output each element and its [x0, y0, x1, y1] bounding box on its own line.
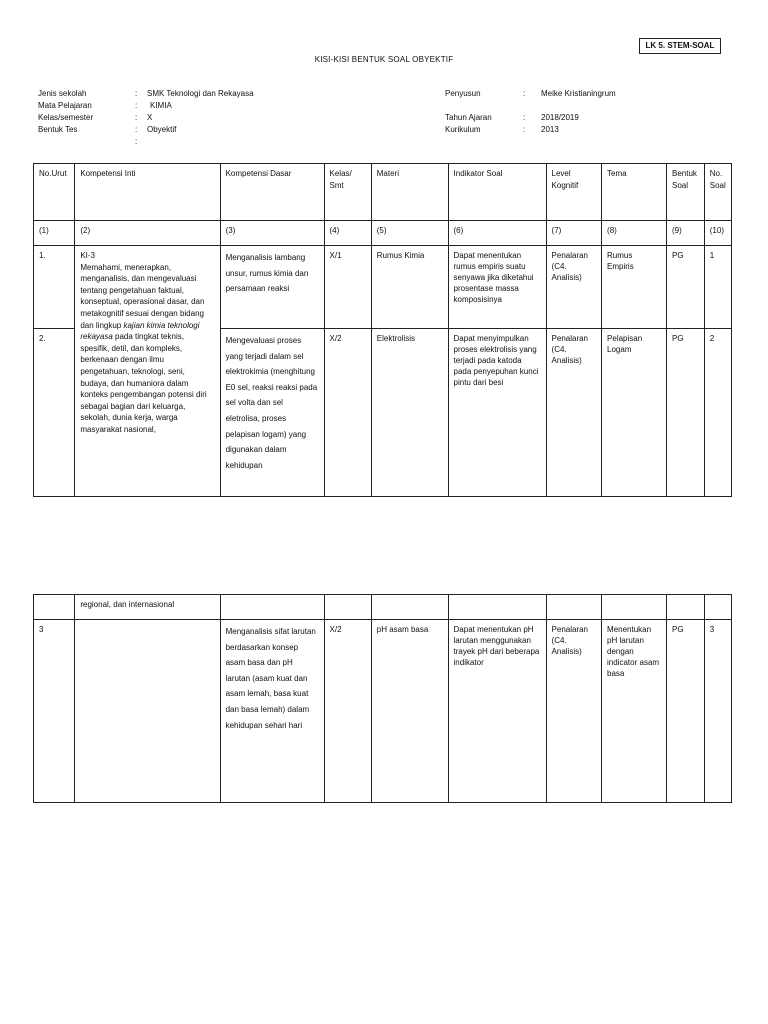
numbering-cell: (9) — [666, 221, 704, 246]
bentuk-cell: PG — [666, 329, 704, 497]
meta-colon: : — [523, 89, 526, 98]
numbering-cell: (4) — [324, 221, 371, 246]
meta-value: 2018/2019 — [541, 113, 579, 122]
meta-row — [445, 112, 616, 124]
empty-cell — [75, 620, 220, 803]
empty-cell — [324, 595, 371, 620]
meta-label — [38, 136, 135, 148]
materi-cell: pH asam basa — [371, 620, 448, 803]
meta-label: Penyusun — [445, 89, 481, 98]
meta-value: X — [147, 113, 153, 122]
header-cell: Kompetensi Dasar — [220, 164, 324, 221]
table-row — [34, 246, 732, 329]
row-number: 1. — [34, 246, 75, 329]
numbering-cell: (8) — [602, 221, 667, 246]
empty-cell — [704, 595, 731, 620]
meta-row — [445, 124, 616, 136]
meta-colon: : — [135, 113, 138, 122]
meta-row — [38, 100, 254, 112]
meta-value: KIMIA — [150, 101, 172, 110]
header-cell: Level Kognitif — [546, 164, 602, 221]
kelas-cell: X/2 — [324, 329, 371, 497]
header-cell: Kelas/ Smt — [324, 164, 371, 221]
numbering-cell: (10) — [704, 221, 731, 246]
meta-right — [445, 88, 616, 136]
meta-value: Obyektif — [147, 125, 177, 134]
empty-cell — [220, 595, 324, 620]
meta-colon: : — [135, 137, 138, 146]
nomor-cell: 3 — [704, 620, 731, 803]
numbering-cell: (6) — [448, 221, 546, 246]
meta-row — [445, 88, 616, 100]
tema-cell: Pelapisan Logam — [602, 329, 667, 497]
meta-label — [445, 100, 523, 112]
empty-cell — [546, 595, 602, 620]
kelas-cell: X/1 — [324, 246, 371, 329]
kisi-kisi-table-continued — [33, 594, 732, 803]
indikator-cell: Dapat menentukan pH larutan menggunakan trayek pH dari beberapa indikator — [448, 620, 546, 803]
empty-cell — [371, 595, 448, 620]
nomor-cell: 2 — [704, 329, 731, 497]
numbering-row — [34, 221, 732, 246]
header-cell: Kompetensi Inti — [75, 164, 220, 221]
kompetensi-dasar-cell: Menganalisis lambang unsur, rumus kimia dan persamaan reaksi — [220, 246, 324, 329]
meta-label: Kelas/semester — [38, 113, 94, 122]
meta-colon: : — [523, 113, 526, 122]
table-row — [34, 620, 732, 803]
meta-colon: : — [523, 125, 526, 134]
numbering-cell: (5) — [371, 221, 448, 246]
empty-cell — [666, 595, 704, 620]
indikator-cell: Dapat menentukan rumus empiris suatu senyawa jika diketahui prosentase massa komposisinya — [448, 246, 546, 329]
header-cell: Bentuk Soal — [666, 164, 704, 221]
tema-cell: Menentukan pH larutan dengan indicator asam basa — [602, 620, 667, 803]
tema-cell: Rumus Empiris — [602, 246, 667, 329]
header-cell: Indikator Soal — [448, 164, 546, 221]
meta-row — [38, 136, 254, 148]
kompetensi-inti-cell — [75, 246, 220, 497]
meta-left — [38, 88, 254, 148]
numbering-cell: (3) — [220, 221, 324, 246]
kelas-cell: X/2 — [324, 620, 371, 803]
meta-row — [38, 88, 254, 100]
row-number: 2. — [34, 329, 75, 497]
kompetensi-inti-text — [80, 250, 214, 436]
numbering-cell: (2) — [75, 221, 220, 246]
meta-colon: : — [135, 125, 138, 134]
meta-label: Mata Pelajaran — [38, 101, 92, 110]
ki-text-a: Memahami, menerapkan, menganalisis, dan mengevaluasi tentang pengetahuan faktual, konseptual, operasional dasar, dan metakognitif sesuai dengan bidang dan lingkup — [80, 262, 205, 330]
meta-colon: : — [135, 89, 138, 98]
meta-label: Tahun Ajaran — [445, 113, 492, 122]
continuation-row — [34, 595, 732, 620]
header-cell: No.Urut — [34, 164, 75, 221]
kompetensi-dasar-cell: Menganalisis sifat larutan berdasarkan konsep asam basa dan pH larutan (asam kuat dan asam lemah, basa kuat dan basa lemah) dalam kehidupan sehari hari — [220, 620, 324, 803]
meta-row — [445, 100, 616, 112]
numbering-cell: (7) — [546, 221, 602, 246]
meta-label: Kurikulum — [445, 125, 481, 134]
kompetensi-inti-continuation: regional, dan internasional — [75, 595, 220, 620]
header-cell: Materi — [371, 164, 448, 221]
meta-row — [38, 112, 254, 124]
meta-colon — [523, 100, 541, 112]
meta-value: Meike Kristianingrum — [541, 89, 616, 98]
materi-cell: Rumus Kimia — [371, 246, 448, 329]
empty-cell — [602, 595, 667, 620]
meta-value: SMK Teknologi dan Rekayasa — [147, 89, 254, 98]
header-row — [34, 164, 732, 221]
meta-colon: : — [135, 101, 138, 110]
level-cell: Penalaran (C4. Analisis) — [546, 329, 602, 497]
bentuk-cell: PG — [666, 246, 704, 329]
empty-cell — [34, 595, 75, 620]
numbering-cell: (1) — [34, 221, 75, 246]
indikator-cell: Dapat menyimpulkan proses elektrolisis yang terjadi pada katoda pada penyepuhan kunci pintu dari besi — [448, 329, 546, 497]
ki-text-b: pada tingkat teknis, spesifik, detil, dan kompleks, berkenaan dengan ilmu pengetahuan, teknologi, seni, budaya, dan humaniora dalam konteks pengembangan potensi diri sebagai bagian dari keluarga, sekolah, dunia kerja, warga masyarakat nasional, — [80, 332, 207, 434]
kisi-kisi-table — [33, 163, 732, 497]
materi-cell: Elektrolisis — [371, 329, 448, 497]
bentuk-cell: PG — [666, 620, 704, 803]
ki-text-italic: kajian kimia teknologi rekayasa — [80, 320, 200, 342]
header-cell: No. Soal — [704, 164, 731, 221]
document-title: KISI-KISI BENTUK SOAL OBYEKTIF — [314, 55, 454, 64]
header-cell: Tema — [602, 164, 667, 221]
level-cell: Penalaran (C4. Analisis) — [546, 246, 602, 329]
level-cell: Penalaran (C4. Analisis) — [546, 620, 602, 803]
meta-row — [38, 124, 254, 136]
meta-label: Jenis sekolah — [38, 89, 87, 98]
kompetensi-dasar-cell: Mengevaluasi proses yang terjadi dalam sel elektrokimia (menghitung E0 sel, reaksi reaksi pada sel volta dan sel eletrolisa, proses pelapisan logam) yang digunakan dalam kehidupan — [220, 329, 324, 497]
page-tag: LK 5. STEM-SOAL — [639, 38, 721, 54]
meta-value: 2013 — [541, 125, 559, 134]
empty-cell — [448, 595, 546, 620]
row-number: 3 — [34, 620, 75, 803]
nomor-cell: 1 — [704, 246, 731, 329]
ki-title: KI-3 — [80, 251, 95, 260]
meta-label: Bentuk Tes — [38, 125, 78, 134]
